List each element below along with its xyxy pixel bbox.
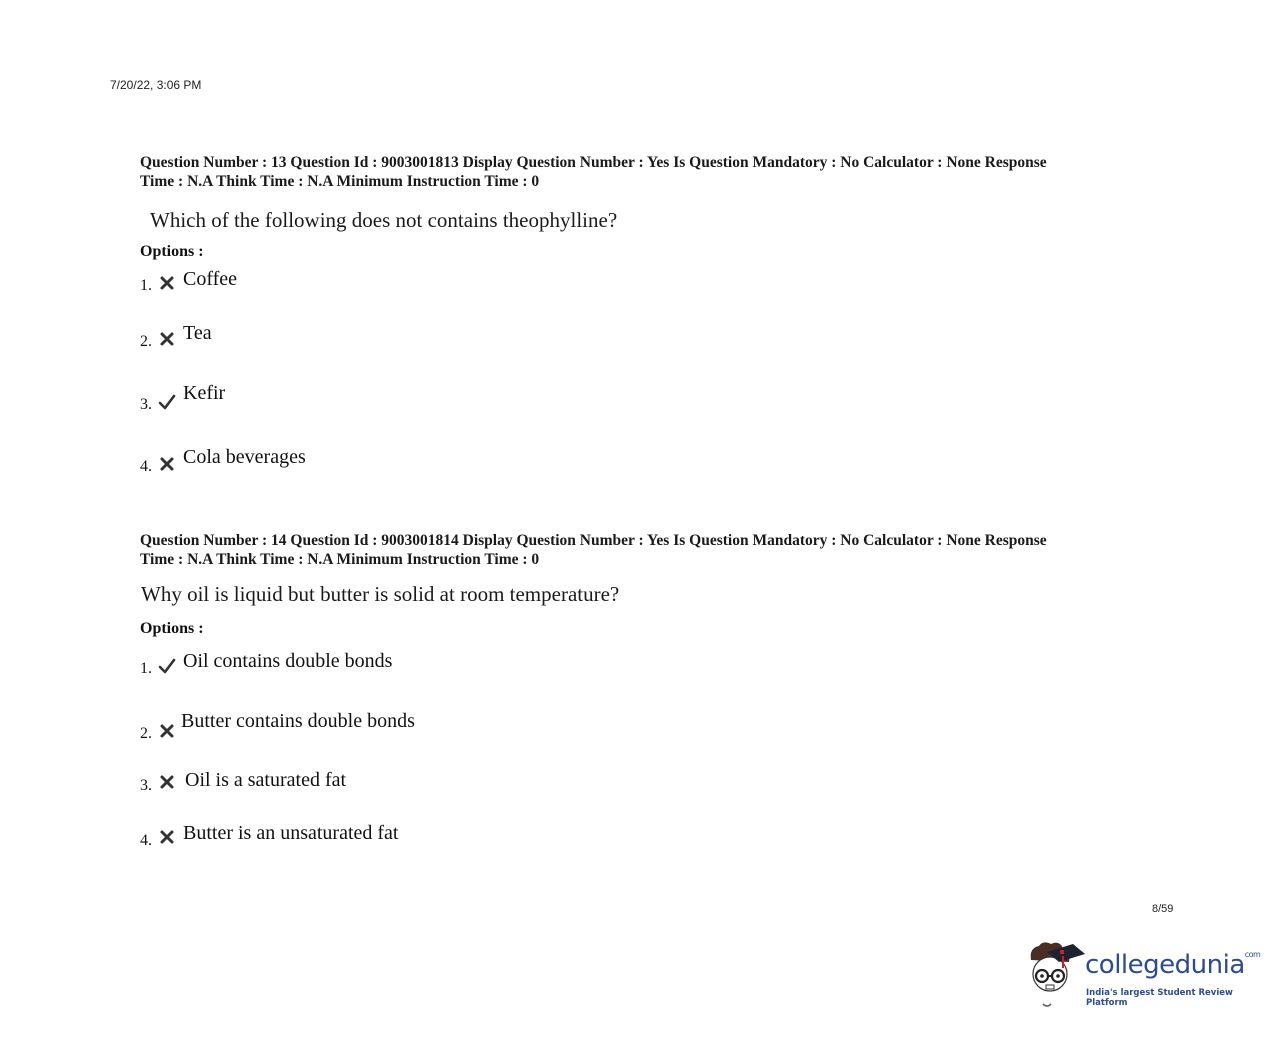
mascot-icon xyxy=(1025,938,1085,1010)
option-number: 3. xyxy=(140,777,152,794)
option-number: 2. xyxy=(140,725,152,742)
option-text: Butter contains double bonds xyxy=(181,710,415,732)
logo-name: collegedunia xyxy=(1085,950,1245,980)
question-meta-line-1: Question Number : 13 Question Id : 9003001813 Display Question Number : Yes Is Question Mandatory : No Calculator : None Response xyxy=(140,154,1047,171)
collegedunia-logo xyxy=(1025,938,1265,1010)
question-meta-line-1: Question Number : 14 Question Id : 9003001814 Display Question Number : Yes Is Question Mandatory : No Calculator : None Response xyxy=(140,532,1047,549)
question-13-text: Which of the following does not contains theophylline? xyxy=(150,208,618,232)
option-number: 4. xyxy=(140,832,152,849)
question-13-meta xyxy=(140,153,1170,191)
option-text: Kefir xyxy=(183,382,226,404)
option-text: Coffee xyxy=(183,268,238,290)
option-text: Oil contains double bonds xyxy=(183,650,393,672)
option-text: Cola beverages xyxy=(183,446,306,468)
cross-icon xyxy=(158,829,176,845)
page-number: 8/59 xyxy=(1152,903,1174,915)
option-number: 2. xyxy=(140,333,152,350)
logo-suffix: com xyxy=(1244,950,1261,959)
question-14-meta xyxy=(140,531,1170,569)
print-timestamp: 7/20/22, 3:06 PM xyxy=(110,78,202,92)
question-14-options-label: Options : xyxy=(140,620,204,637)
question-meta-line-2: Time : N.A Think Time : N.A Minimum Instruction Time : 0 xyxy=(140,173,540,190)
question-13-options-label: Options : xyxy=(140,243,204,260)
option-number: 1. xyxy=(140,277,152,294)
cross-icon xyxy=(158,723,176,739)
logo-tagline: India's largest Student Review Platform xyxy=(1086,988,1233,1008)
check-icon xyxy=(158,394,176,410)
option-number: 3. xyxy=(140,396,152,413)
logo-wordmark xyxy=(1085,950,1260,980)
option-number: 4. xyxy=(140,458,152,475)
option-number: 1. xyxy=(140,660,152,677)
question-14-text: Why oil is liquid but butter is solid at room temperature? xyxy=(141,582,620,606)
option-text: Butter is an unsaturated fat xyxy=(183,822,399,844)
cross-icon xyxy=(158,456,176,472)
check-icon xyxy=(158,658,176,674)
cross-icon xyxy=(158,275,176,291)
option-text: Oil is a saturated fat xyxy=(185,769,347,791)
option-text: Tea xyxy=(183,322,212,344)
question-meta-line-2: Time : N.A Think Time : N.A Minimum Instruction Time : 0 xyxy=(140,551,540,568)
cross-icon xyxy=(158,331,176,347)
cross-icon xyxy=(158,774,176,790)
